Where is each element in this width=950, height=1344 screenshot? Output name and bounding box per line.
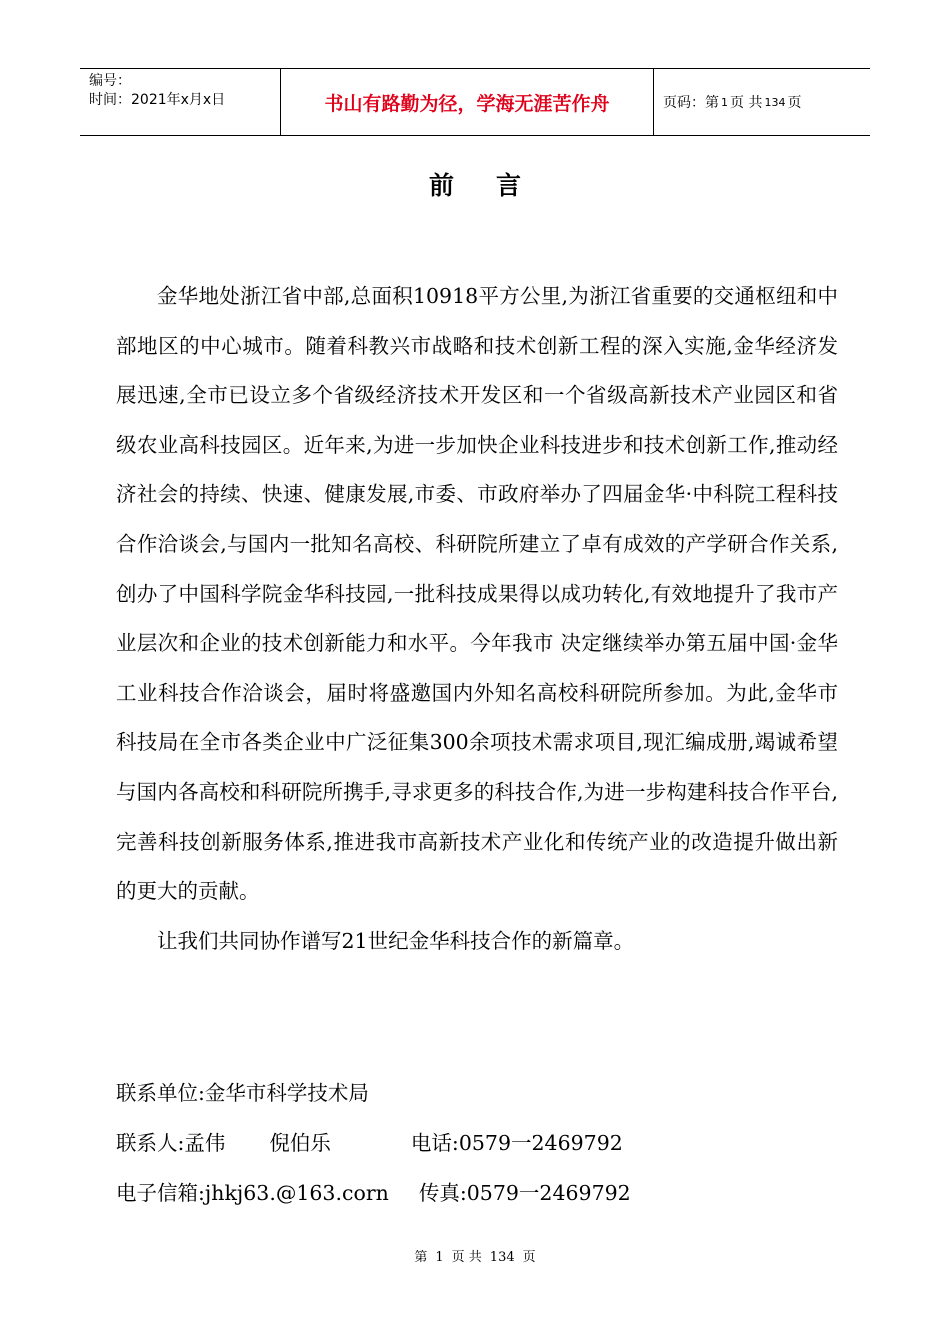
- time-label: 时间：2021年x月x日: [89, 92, 226, 108]
- header-meta: [80, 69, 281, 135]
- page-total: 134: [764, 95, 786, 109]
- page-footer: [0, 1246, 950, 1265]
- page-current: 1: [721, 95, 728, 109]
- contact-person-2: 倪伯乐: [269, 1131, 331, 1155]
- header-motto: 书山有路勤为径，学海无涯苦作舟: [281, 69, 654, 135]
- page-prefix: 页码：第: [663, 95, 719, 111]
- body-text: [116, 272, 838, 966]
- contact-email: 电子信箱:jhkj63.@163.corn: [116, 1181, 389, 1205]
- contact-phone: 电话:0579一2469792: [410, 1131, 623, 1155]
- header-table: [80, 68, 870, 136]
- footer-prefix: 第: [414, 1250, 428, 1265]
- footer-suffix: 页: [522, 1250, 536, 1265]
- contact-fax: 传真:0579一2469792: [418, 1181, 631, 1205]
- paragraph-closing: 让我们共同协作谱写21世纪金华科技合作的新篇章。: [157, 928, 635, 953]
- contact-persons-row: [116, 1118, 838, 1168]
- contact-person-1: 联系人:孟伟: [116, 1131, 226, 1155]
- page-mid: 页 共: [730, 95, 763, 111]
- footer-current: 1: [435, 1250, 444, 1265]
- contact-unit: 联系单位:金华市科学技术局: [116, 1081, 369, 1105]
- footer-mid: 页 共: [451, 1250, 482, 1265]
- page-suffix: 页: [787, 95, 802, 111]
- contact-info: [116, 1068, 838, 1218]
- number-label: 编号：: [89, 73, 131, 89]
- contact-email-row: [116, 1168, 838, 1218]
- header-page-info: [654, 69, 870, 135]
- footer-total: 134: [489, 1250, 515, 1265]
- paragraph-intro: 金华地处浙江省中部,总面积10918平方公里,为浙江省重要的交通枢纽和中部地区的中心城市。随着科教兴市战略和技术创新工程的深入实施,金华经济发展迅速,全市已设立多个省级经济技术开发区和一个省级高新技术产业园区和省级农业高科技园区。近年来,为进一步加快企业科技进步和技术创新工作,推动经济社会的持续、快速、健康发展,市委、市政府举办了四届金华·中科院工程科技合作洽谈会,与国内一批知名高校、科研院所建立了卓有成效的产学研合作关系,创办了中国科学院金华科技园,一批科技成果得以成功转化,有效地提升了我市产业层次和企业的技术创新能力和水平。今年我市 决定继续举办第五届中国·金华工业科技合作洽谈会，届时将盛邀国内外知名高校科研院所参加。为此,金华市科技局在全市各类企业中广泛征集300余项技术需求项目,现汇编成册,竭诚希望与国内各高校和科研院所携手,寻求更多的科技合作,为进一步构建科技合作平台,完善科技创新服务体系,推进我市高新技术产业化和传统产业的改造提升做出新的更大的贡献。: [116, 284, 838, 904]
- page-title: 前言: [428, 171, 563, 200]
